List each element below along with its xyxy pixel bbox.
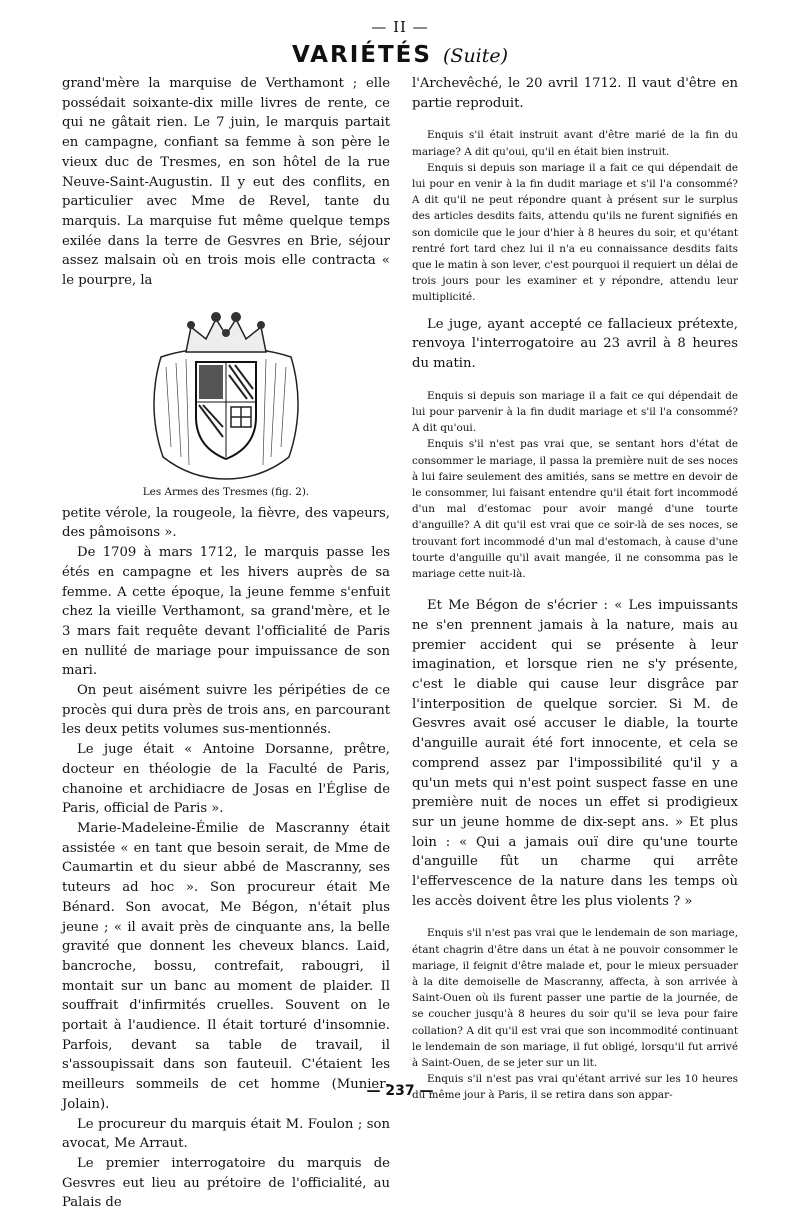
right-paragraph-3: Et Me Bégon de s'écrier : « Les impuissants ne s'en prennent jamais à la nature, mais au premier accident qui se présente à leur imagination, et lorsque rien ne s'y présente, c'est le diable qui cause leur disgrâce par l'interposition de quelque sorcier. Si M. de Gesvres avait osé accuser le diable, la tourte d'anguille aurait été fort innocente, et cela se comprend assez par l'impossibilité qu'il y a qu'un mets qui n'est point suspect fasse en une première nuit de noces un effet si prodigieux sur un jeune homme de dix-sept ans. » Et plus loin : « Qui a jamais ouï dire qu'une tourte d'anguille fût un charme qui arrête l'effervescence de la nature dans les temps où les accès doivent être les plus violents ? » [412, 598, 738, 909]
left-paragraph-5: Le juge était « Antoine Dorsanne, prêtre, docteur en théologie de la Faculté de Paris, chanoine et archidiacre de Josas en l'Église de Paris, official de Paris ». [62, 742, 390, 817]
coat-of-arms-illustration [141, 297, 311, 482]
section-suite: (Suite) [443, 45, 509, 67]
section-header [0, 42, 800, 68]
left-paragraph-7: Le procureur du marquis était M. Foulon ; son avocat, Me Arraut. [62, 1116, 390, 1152]
page-number: — 237 — [366, 1083, 434, 1099]
figure-caption: Les Armes des Tresmes (fig. 2). [142, 485, 310, 498]
left-paragraph-6: Marie-Madeleine-Émilie de Mascranny était assistée « en tant que besoin serait, de Mme de Caumartin et du sieur abbé de Mascranny, ses tuteurs ad hoc ». Son procureur était Me Bénard. Son avocat, Me Bégon, n'était plus jeune ; « il avait près de cinquante ans, la belle gravité que donnent les cheveux blancs. Laid, bancroche, bossu, contrefait, rabougri, il montait sur un banc au moment de plaider. Il souffrait d'infirmités cruelles. Souvent on le portait à l'audience. Il était torturé d'insomnie. Parfois, devant sa table de travail, il s'assoupissait dans son fauteuil. C'étaient les meilleurs sommeils de cet homme (Munier-Jolain). [62, 820, 390, 1112]
left-paragraph-2: petite vérole, la rougeole, la fièvre, des vapeurs, des pâmoisons ». [62, 505, 390, 541]
left-paragraph-1: grand'mère la marquise de Verthamont ; elle possédait soixante-dix mille livres de rente, ce qui ne gâtait rien. Le 7 juin, le marquis partait en campagne, confiant sa femme à son père le vieux duc de Tresmes, en son hôtel de la rue Neuve-Saint-Augustin. Il y eut des conflits, en particulier avec Mme de Revel, tante du marquis. La marquise fut même quelque temps exilée dans la terre de Gesvres en Brie, séjour assez malsain où en trois mois elle contracta « le pourpre, la [62, 76, 390, 289]
section-title: VARIÉTÉS [291, 42, 432, 68]
coat-of-arms-figure [62, 297, 390, 498]
interrogation-3a: Enquis s'il n'est pas vrai que le lendemain de son mariage, étant chagrin d'être dans un état à ne pouvoir consommer le mariage, il feignit d'être malade et, pour le mieux persuader à la dite demoiselle de Mascranny, affecta, à son arrivée à Saint-Ouen où ils furent passer une partie de la journée, de se coucher jusqu'à 8 heures du soir qu'il se leva pour faire collation? A dit qu'il est vrai que son incommodité continuant le lendemain de son mariage, il fut obligé, lorsqu'il fut arrivé à Saint-Ouen, de se jeter sur un lit. [412, 927, 738, 1070]
interrogation-2b: Enquis s'il n'est pas vrai que, se sentant hors d'état de consommer le mariage, il passa la première nuit de ses noces à lui faire seulement des amitiés, sans se mettre en devoir de le consommer, lui faisant entendre qu'il était fort incommodé d'un mal d'estomac pour avoir mangé d'une tourte d'anguille? A dit qu'il est vrai que ce soir-là de ses noces, se trouvant fort incommodé d'un mal d'estomach, à cause d'une tourte d'anguille qu'il avait mangée, il ne consomma pas le mariage cette nuit-là. [412, 438, 738, 580]
left-paragraph-8: Le premier interrogatoire du marquis de Gesvres eut lieu au prétoire de l'officialité, au Palais de [62, 1155, 390, 1211]
right-column [412, 74, 738, 1104]
left-paragraph-3: De 1709 à mars 1712, le marquis passe les étés en campagne et les hivers auprès de sa femme. A cette époque, la jeune femme s'enfuit chez la vieille Verthamont, sa grand'mère, et le 3 mars fait requête devant l'officialité de Paris en nullité de mariage pour impuissance de son mari. [62, 545, 390, 679]
right-paragraph-1: l'Archevêché, le 20 avril 1712. Il vaut d'être en partie reproduit. [412, 76, 738, 111]
left-column [62, 74, 390, 1213]
right-paragraph-2: Le juge, ayant accepté ce fallacieux prétexte, renvoya l'interrogatoire au 23 avril à 8 heures du matin. [412, 316, 738, 372]
interrogation-2a: Enquis si depuis son mariage il a fait ce qui dépendait de lui pour parvenir à la fin dudit mariage et s'il l'a consommé? A dit qu'oui. [412, 389, 738, 435]
left-paragraph-4: On peut aisément suivre les péripéties de ce procès qui dura près de trois ans, en parcourant les deux petits volumes sus-mentionnés. [62, 683, 390, 738]
top-page-marker: — II — [371, 18, 429, 36]
interrogation-3b: Enquis s'il n'est pas vrai qu'étant arrivé sur les 10 heures du même jour à Paris, il se retira dans son appar- [412, 1073, 738, 1102]
interrogation-1b: Enquis si depuis son mariage il a fait ce qui dépendait de lui pour en venir à la fin dudit mariage et s'il l'a consommé? A dit qu'il ne peut répondre quant à présent sur le surplus des articles desdits faits, attendu qu'ils ne furent signifiés en son domicile que le jour d'hier à 8 heures du soir, et qu'étant rentré fort tard chez lui il n'a eu connaissance desdits faits que le matin à son lever, c'est pourquoi il requiert un délai de trois jours pour les examiner et y répondre, attendu leur multiplicité. [412, 161, 738, 304]
interrogation-1a: Enquis s'il était instruit avant d'être marié de la fin du mariage? A dit qu'oui, qu'il en était bien instruit. [412, 129, 738, 158]
